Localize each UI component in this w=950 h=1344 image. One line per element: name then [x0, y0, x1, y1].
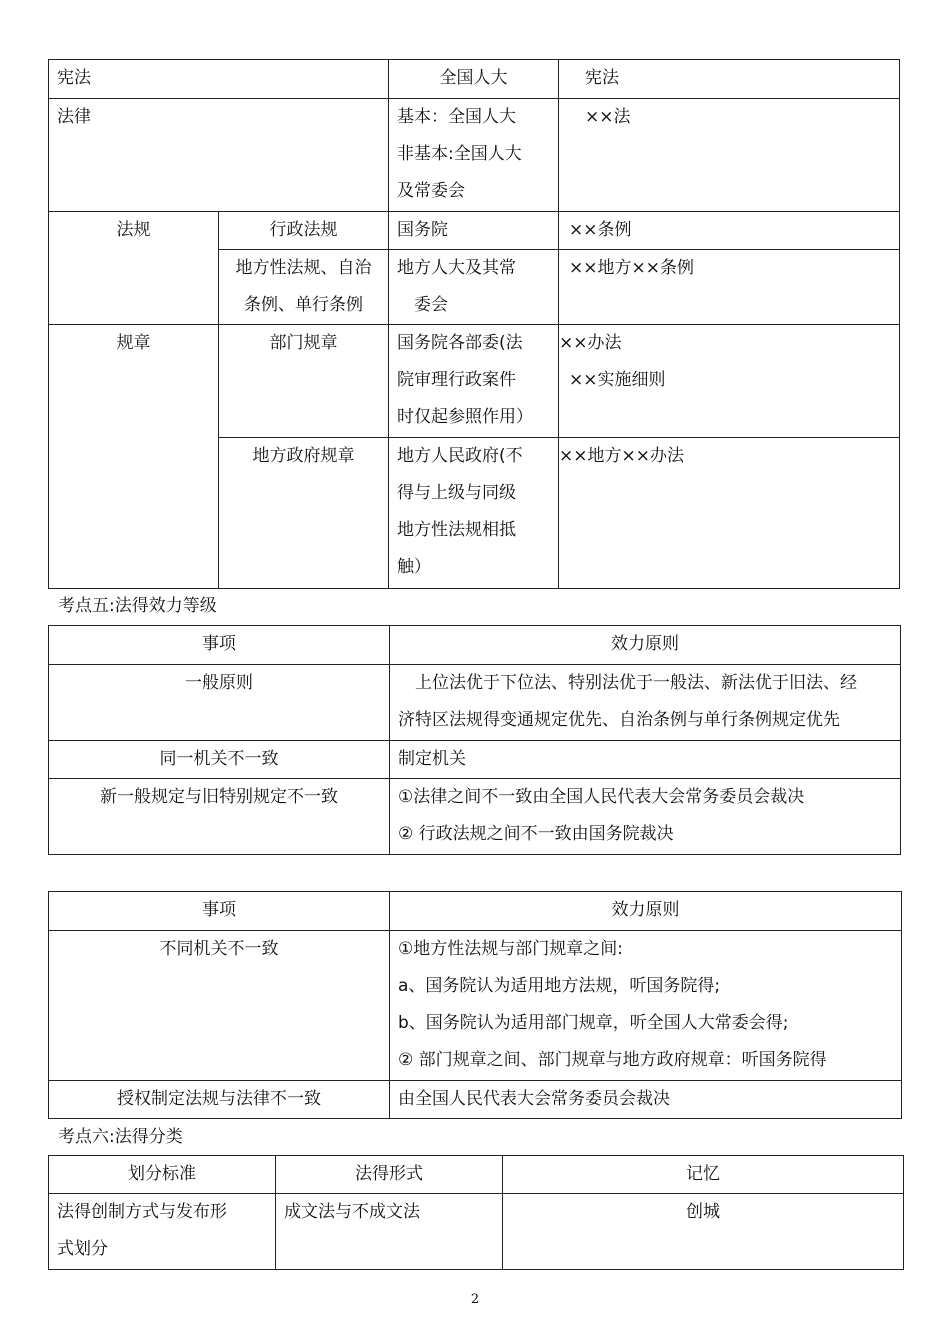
column-header: 事项: [49, 892, 390, 931]
criterion-cell: [49, 1194, 276, 1270]
cell-line: 得与上级与同级: [397, 483, 516, 503]
table-header-row: [49, 892, 902, 931]
cell-line: 法得创制方式与发布形: [57, 1202, 227, 1222]
cell-line: 地方人大及其常: [397, 258, 516, 278]
cell-line: 基本：全国人大: [397, 107, 516, 127]
law-maker-cell: 国务院: [389, 212, 559, 250]
subcategory-cell: 行政法规: [219, 212, 389, 250]
conflict-table: [48, 891, 902, 1119]
subcategory-cell: 部门规章: [219, 325, 389, 438]
effect-level-table: [48, 625, 901, 855]
law-form-cell: 宪法: [559, 60, 900, 99]
cell-line: 触）: [397, 557, 431, 577]
item-cell: 不同机关不一致: [49, 931, 390, 1081]
column-header: 效力原则: [390, 626, 901, 665]
page-number: 2: [470, 1292, 480, 1307]
cell-line: 国务院各部委(法: [397, 333, 523, 353]
law-form-cell: ××地方××办法: [559, 438, 900, 589]
cell-line: b、国务院认为适用部门规章，听全国人大常委会得;: [398, 1013, 789, 1033]
law-name-cell: 宪法: [49, 60, 389, 99]
table-row: [49, 99, 900, 212]
cell-line: 济特区法规得变通规定优先、自治条例与单行条例规定优先: [398, 710, 840, 730]
law-maker-cell: [389, 99, 559, 212]
category-cell: 规章: [49, 325, 219, 589]
table-row: [49, 665, 901, 741]
cell-line: ② 行政法规之间不一致由国务院裁决: [398, 824, 674, 844]
principle-cell: 制定机关: [390, 741, 901, 779]
cell-line: ①地方性法规与部门规章之间:: [398, 939, 623, 959]
law-name-cell: 法律: [49, 99, 389, 212]
principle-cell: 由全国人民代表大会常务委员会裁决: [390, 1081, 902, 1119]
principle-cell: [390, 931, 902, 1081]
law-maker-cell: [389, 438, 559, 589]
law-form-cell: ××地方××条例: [559, 250, 900, 325]
cell-line: 院审理行政案件: [397, 370, 516, 390]
table-row: [49, 779, 901, 855]
subcategory-cell: 地方政府规章: [219, 438, 389, 589]
table-header-row: [49, 626, 901, 665]
column-header: 划分标准: [49, 1156, 276, 1194]
cell-line: 委会: [414, 295, 448, 315]
cell-line: 地方性法规、自治: [235, 258, 372, 278]
principle-cell: [390, 665, 901, 741]
cell-line: ××办法: [559, 333, 622, 353]
column-header: 法得形式: [276, 1156, 503, 1194]
cell-line: 地方性法规相抵: [397, 520, 516, 540]
column-header: 事项: [49, 626, 390, 665]
cell-line: a、国务院认为适用地方法规，听国务院得;: [398, 976, 721, 996]
table-row: [49, 1194, 904, 1270]
principle-cell: [390, 779, 901, 855]
table-row: [49, 931, 902, 1081]
section-heading: 考点五:法得效力等级: [58, 596, 217, 616]
cell-line: 上位法优于下位法、特别法优于一般法、新法优于旧法、经: [415, 673, 857, 693]
law-form-cell: ××条例: [559, 212, 900, 250]
cell-line: ①法律之间不一致由全国人民代表大会常务委员会裁决: [398, 787, 805, 807]
form-cell: 成文法与不成文法: [276, 1194, 503, 1270]
law-form-cell: [559, 325, 900, 438]
table-header-row: [49, 1156, 904, 1194]
cell-line: 地方人民政府(不: [397, 446, 523, 466]
law-sources-table: [48, 59, 900, 589]
item-cell: 同一机关不一致: [49, 741, 390, 779]
category-cell: 法规: [49, 212, 219, 325]
column-header: 效力原则: [390, 892, 902, 931]
memory-cell: 创城: [503, 1194, 904, 1270]
table-row: [49, 741, 901, 779]
cell-line: 时仅起参照作用）: [397, 407, 533, 427]
cell-line: ××实施细则: [569, 370, 666, 390]
table-row: [49, 1081, 902, 1119]
cell-line: 及常委会: [397, 181, 465, 201]
subcategory-cell: [219, 250, 389, 325]
law-form-cell: ××法: [559, 99, 900, 212]
table-row: [49, 325, 900, 438]
item-cell: 一般原则: [49, 665, 390, 741]
item-cell: 新一般规定与旧特别规定不一致: [49, 779, 390, 855]
law-maker-cell: 全国人大: [389, 60, 559, 99]
law-maker-cell: [389, 250, 559, 325]
table-row: [49, 60, 900, 99]
column-header: 记忆: [503, 1156, 904, 1194]
law-maker-cell: [389, 325, 559, 438]
item-cell: 授权制定法规与法律不一致: [49, 1081, 390, 1119]
cell-line: 式划分: [57, 1239, 108, 1259]
classification-table: [48, 1155, 904, 1270]
cell-line: ② 部门规章之间、部门规章与地方政府规章：听国务院得: [398, 1050, 827, 1070]
cell-line: 条例、单行条例: [244, 295, 363, 315]
cell-line: 非基本:全国人大: [397, 144, 522, 164]
table-row: [49, 212, 900, 250]
section-heading: 考点六:法得分类: [58, 1127, 183, 1147]
